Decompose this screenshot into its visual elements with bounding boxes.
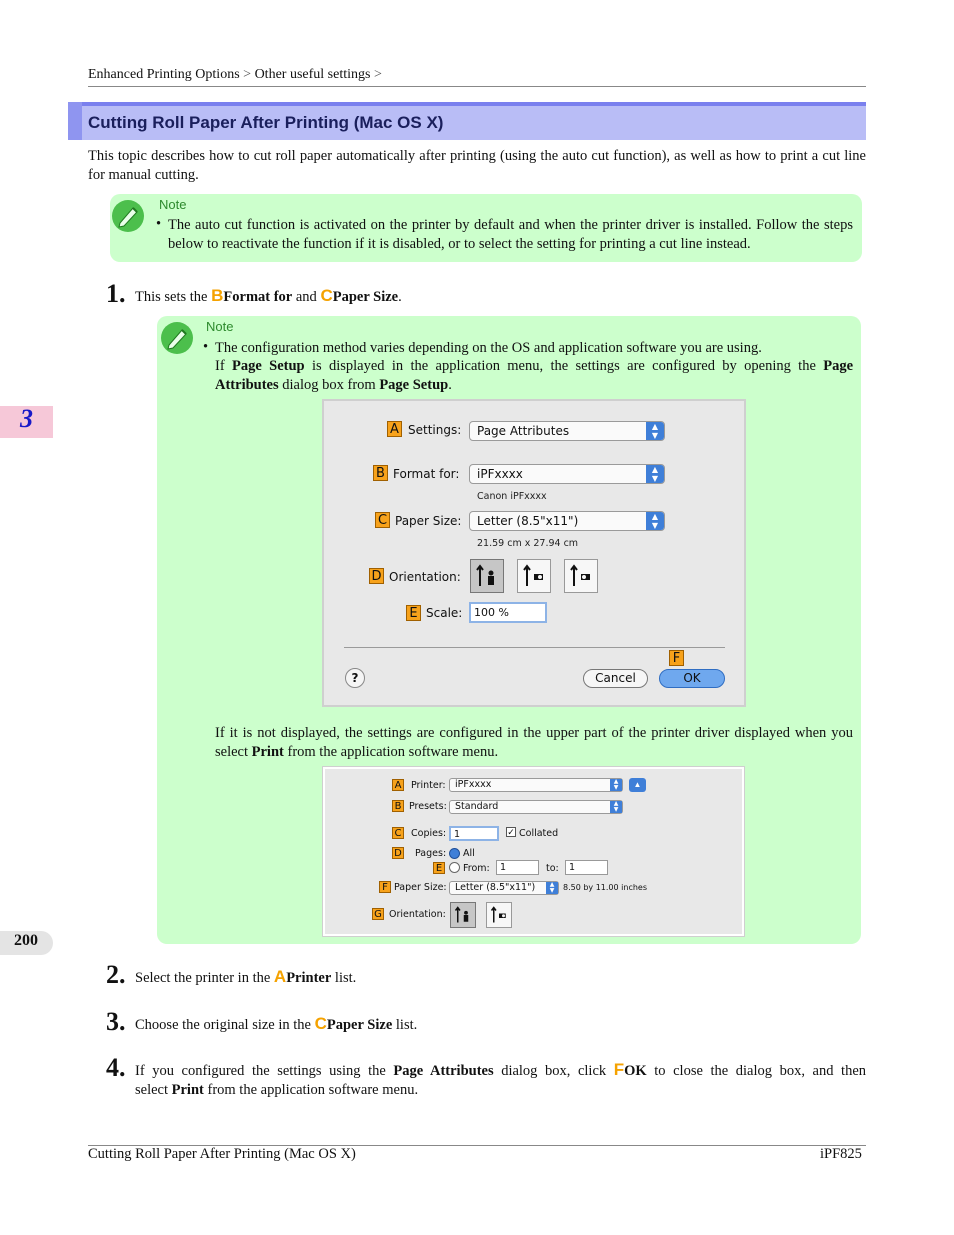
label-tag: A <box>387 421 402 437</box>
label-tag: B <box>392 800 404 812</box>
label-tag: E <box>406 605 421 621</box>
settings-label: Settings: <box>408 423 462 437</box>
copies-input[interactable]: 1 <box>449 826 499 841</box>
header-divider <box>88 86 866 87</box>
breadcrumb <box>88 67 382 83</box>
printer-model-text: Canon iPFxxxx <box>477 491 547 502</box>
pencil-note-icon <box>111 199 145 233</box>
note-text: The auto cut function is activated on the printer by default and when the printer driver is installed. Follow the steps below to reactivate the function if it is disabled, or to select the setting for printing a cut line instead. <box>168 217 853 252</box>
to-page-input[interactable]: 1 <box>565 860 608 875</box>
paper-size-label: Paper Size: <box>394 882 447 893</box>
print-dialog <box>323 767 744 936</box>
collated-checkbox[interactable]: ✓ <box>507 827 515 837</box>
label-letter: B <box>211 286 224 305</box>
note-label: Note <box>159 197 187 212</box>
breadcrumb-item[interactable]: Other useful settings <box>254 67 371 82</box>
format-for-popup[interactable]: iPFxxxx ▲ ▼ <box>469 464 665 484</box>
help-button[interactable]: ? <box>345 668 365 688</box>
format-for-label: Format for: <box>393 467 460 481</box>
label-tag: D <box>392 847 404 859</box>
reverse-landscape-icon <box>565 560 597 592</box>
page-number: 200 <box>14 932 38 949</box>
note-text: The configuration method varies depending on the OS and application software you are using. <box>215 340 762 356</box>
printer-popup[interactable]: iPFxxxx ▲ ▼ <box>449 778 623 792</box>
popup-arrows-icon: ▲ ▼ <box>610 779 622 791</box>
step-text: If you configured the settings using the Page Attributes dialog box, click FOK to close the dialog box, and then <box>135 1060 867 1079</box>
paper-size-label: Paper Size: <box>395 514 462 528</box>
presets-label: Presets: <box>409 801 447 812</box>
label-letter: C <box>314 1014 327 1033</box>
step-text: Choose the original size in the CPaper Size list. <box>135 1014 418 1033</box>
label-tag: C <box>392 827 404 839</box>
footer-title: Cutting Roll Paper After Printing (Mac OS X) <box>88 1146 356 1162</box>
page-attributes-dialog <box>322 399 746 707</box>
paper-size-popup[interactable]: Letter (8.5"x11") ▲ ▼ <box>469 511 665 531</box>
popup-arrows-icon: ▲ ▼ <box>610 801 622 813</box>
step-number: 3. <box>106 1007 126 1036</box>
step-number: 1. <box>106 279 126 308</box>
label-letter: F <box>613 1060 625 1079</box>
scale-input[interactable]: 100 % <box>469 602 547 623</box>
bullet: • <box>156 216 162 232</box>
label-tag: E <box>433 862 445 874</box>
footer-model: iPF825 <box>820 1146 862 1162</box>
page-range-radio[interactable] <box>449 862 460 873</box>
ok-button[interactable]: OK <box>659 669 725 688</box>
label-tag: A <box>392 779 404 791</box>
label-tag: G <box>372 908 384 920</box>
step-number: 2. <box>106 960 126 989</box>
chapter-number: 3 <box>20 404 33 433</box>
orientation-reverse-landscape-button[interactable] <box>564 559 598 593</box>
breadcrumb-item[interactable]: Enhanced Printing Options <box>88 67 240 82</box>
from-page-input[interactable]: 1 <box>496 860 539 875</box>
step-text: select Print from the application software menu. <box>135 1082 419 1098</box>
step-text: This sets the BFormat for and CPaper Size. <box>135 286 402 305</box>
pencil-note-icon <box>160 321 194 355</box>
step-text: Select the printer in the APrinter list. <box>135 967 357 986</box>
to-label: to: <box>546 863 559 874</box>
portrait-icon <box>471 560 503 592</box>
intro-paragraph: This topic describes how to cut roll paper automatically after printing (using the auto cut function), as well as how to print a cut line for manual cutting. <box>88 148 866 183</box>
orientation-portrait-button[interactable] <box>470 559 504 593</box>
orientation-portrait-button[interactable] <box>450 902 476 928</box>
popup-arrows-icon: ▲ ▼ <box>546 882 558 894</box>
scale-label: Scale: <box>426 606 463 620</box>
landscape-icon <box>487 903 511 927</box>
orientation-label: Orientation: <box>389 570 461 584</box>
bullet: • <box>203 339 209 355</box>
label-tag: F <box>669 650 684 666</box>
cancel-button[interactable]: Cancel <box>583 669 648 688</box>
printer-label: Printer: <box>411 780 446 791</box>
note-text: If Page Setup is displayed in the application menu, the settings are configured by opening the Page Attributes dialog box from Page Setup. <box>215 358 854 393</box>
presets-popup[interactable]: Standard ▲ ▼ <box>449 800 623 814</box>
popup-arrows-icon: ▲ ▼ <box>646 465 664 483</box>
landscape-icon <box>518 560 550 592</box>
paper-size-info: 8.50 by 11.00 inches <box>563 883 648 892</box>
label-letter: C <box>320 286 333 305</box>
all-pages-label: All <box>463 848 475 859</box>
pages-label: Pages: <box>415 848 447 859</box>
note-label: Note <box>206 319 234 334</box>
title-bar-accent <box>68 102 82 140</box>
note-text: If it is not displayed, the settings are configured in the upper part of the printer driver displayed when you select Print from the application software menu. <box>215 725 853 760</box>
copies-label: Copies: <box>411 828 447 839</box>
step-number: 4. <box>106 1053 126 1082</box>
paper-dimensions-text: 21.59 cm x 27.94 cm <box>477 538 579 549</box>
all-pages-radio[interactable] <box>449 848 460 859</box>
label-tag: C <box>375 512 390 528</box>
orientation-landscape-button[interactable] <box>486 902 512 928</box>
page-title: Cutting Roll Paper After Printing (Mac OS X) <box>88 113 444 132</box>
popup-arrows-icon: ▲ ▼ <box>646 512 664 530</box>
expand-dialog-button[interactable]: ▲ <box>629 778 646 792</box>
dialog-divider <box>344 647 725 648</box>
popup-arrows-icon: ▲ ▼ <box>646 422 664 440</box>
label-tag: F <box>379 881 391 893</box>
collated-label: Collated <box>519 828 559 839</box>
breadcrumb-separator: > <box>373 67 382 82</box>
settings-popup[interactable]: Page Attributes ▲ ▼ <box>469 421 665 441</box>
orientation-landscape-button[interactable] <box>517 559 551 593</box>
from-label: From: <box>463 863 490 874</box>
label-letter: A <box>273 967 287 986</box>
paper-size-popup[interactable]: Letter (8.5"x11") ▲ ▼ <box>449 881 559 895</box>
orientation-label: Orientation: <box>389 909 446 920</box>
label-tag: B <box>373 465 388 481</box>
breadcrumb-separator: > <box>243 67 252 82</box>
portrait-icon <box>451 903 475 927</box>
label-tag: D <box>369 568 384 584</box>
